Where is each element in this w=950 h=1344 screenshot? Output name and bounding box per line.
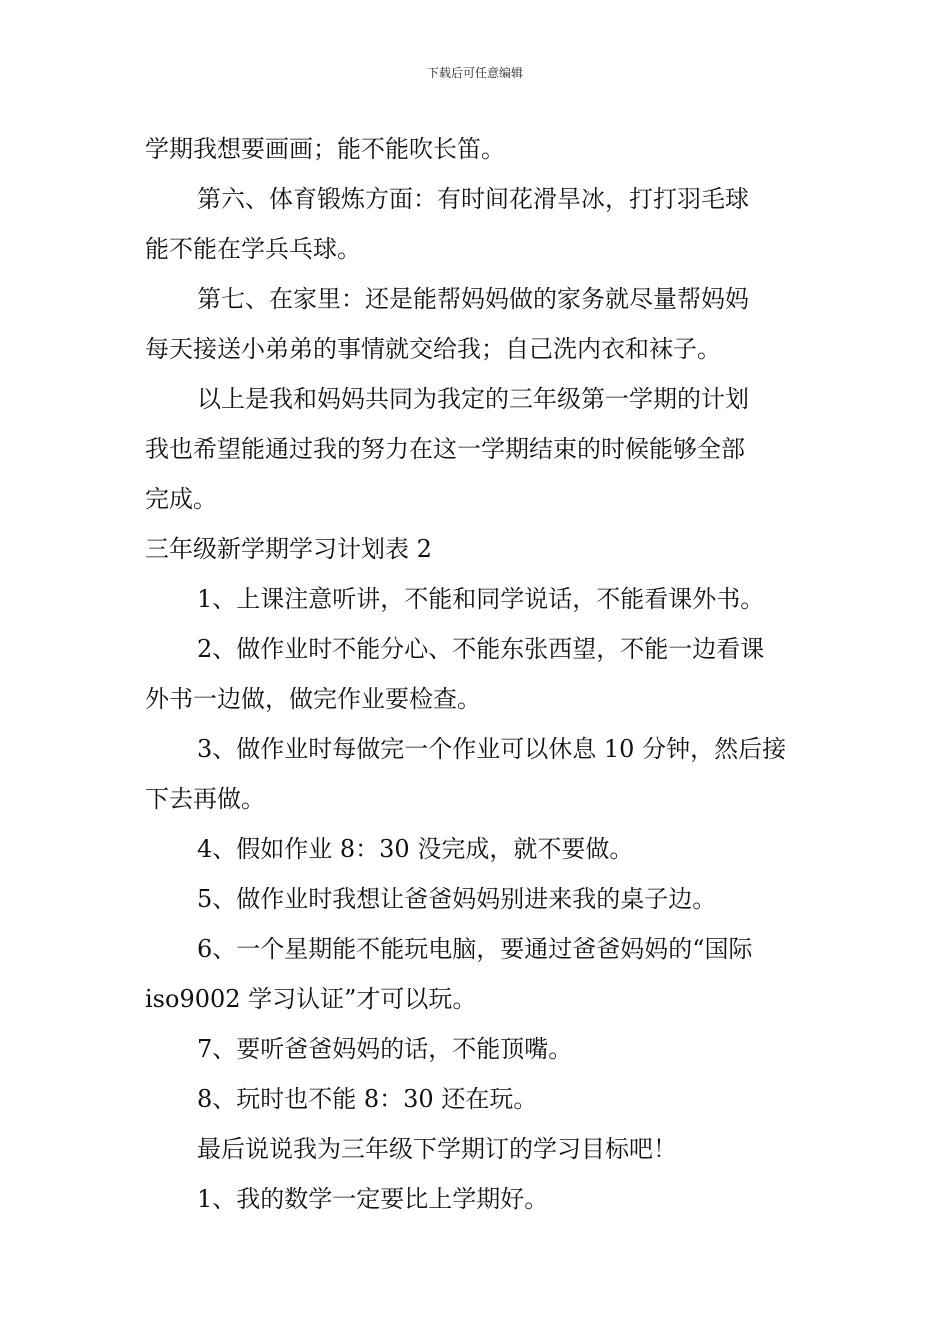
text-line: 每天接送小弟弟的事情就交给我；自己洗内衣和袜子。 <box>145 335 721 363</box>
list-item-continuation: iso9002 学习认证”才可以玩。 <box>145 985 477 1013</box>
list-item: 8、玩时也不能 8：30 还在玩。 <box>197 1085 538 1113</box>
list-item: 3、做作业时每做完一个作业可以休息 10 分钟，然后接 <box>197 735 787 763</box>
list-item: 6、一个星期能不能玩电脑，要通过爸爸妈妈的“国际 <box>197 935 753 963</box>
list-item: 1、我的数学一定要比上学期好。 <box>197 1185 549 1213</box>
list-item: 4、假如作业 8：30 没完成，就不要做。 <box>197 835 634 863</box>
list-item: 1、上课注意听讲，不能和同学说话，不能看课外书。 <box>197 585 765 613</box>
list-item-continuation: 下去再做。 <box>145 785 265 813</box>
list-item: 5、做作业时我想让爸爸妈妈别进来我的桌子边。 <box>197 885 717 913</box>
paragraph-start-line: 以上是我和妈妈共同为我定的三年级第一学期的计划 <box>197 385 749 413</box>
list-item: 7、要听爸爸妈妈的话，不能顶嘴。 <box>197 1035 573 1063</box>
text-line: 能不能在学兵乓球。 <box>145 235 361 263</box>
paragraph-start-line: 最后说说我为三年级下学期订的学习目标吧！ <box>197 1135 677 1163</box>
list-item-continuation: 外书一边做，做完作业要检查。 <box>145 685 481 713</box>
paragraph-start-line: 第七、在家里：还是能帮妈妈做的家务就尽量帮妈妈 <box>197 285 749 313</box>
section-heading: 三年级新学期学习计划表 2 <box>145 535 432 563</box>
text-line: 学期我想要画画；能不能吹长笛。 <box>145 135 505 163</box>
document-body <box>145 124 813 1224</box>
text-line: 我也希望能通过我的努力在这一学期结束的时候能够全部 <box>145 435 745 463</box>
page-header: 下载后可任意编辑 <box>426 66 523 80</box>
paragraph-start-line: 第六、体育锻炼方面：有时间花滑旱冰，打打羽毛球 <box>197 185 749 213</box>
list-item: 2、做作业时不能分心、不能东张西望，不能一边看课 <box>197 635 765 663</box>
text-line: 完成。 <box>145 485 217 513</box>
